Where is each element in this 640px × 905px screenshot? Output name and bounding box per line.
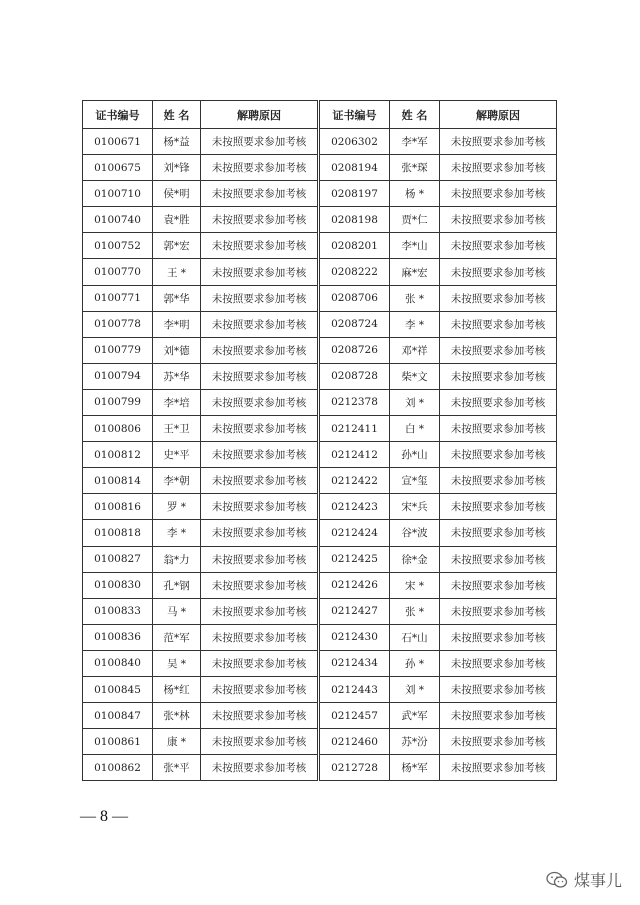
- table-row: [83, 416, 557, 442]
- dismissal-table-container: [82, 100, 556, 781]
- reason-cell: 未按照要求参加考核: [440, 520, 557, 546]
- reason-cell: 未按照要求参加考核: [201, 129, 319, 155]
- reason-cell: 未按照要求参加考核: [201, 729, 319, 755]
- reason-cell: 未按照要求参加考核: [440, 572, 557, 598]
- cert-no-cell: 0208201: [319, 233, 390, 259]
- cert-no-cell: 0212424: [319, 520, 390, 546]
- cert-no-cell: 0212460: [319, 729, 390, 755]
- reason-cell: 未按照要求参加考核: [201, 494, 319, 520]
- name-cell: 张*平: [153, 755, 201, 781]
- watermark-text: 煤事儿: [573, 871, 622, 890]
- table-row: [83, 676, 557, 702]
- table-row: [83, 598, 557, 624]
- name-cell: 孙 *: [390, 650, 440, 676]
- reason-cell: 未按照要求参加考核: [201, 207, 319, 233]
- table-body: [83, 129, 557, 781]
- reason-cell: 未按照要求参加考核: [201, 520, 319, 546]
- reason-cell: 未按照要求参加考核: [440, 129, 557, 155]
- name-cell: 李*军: [390, 129, 440, 155]
- cert-no-cell: 0212427: [319, 598, 390, 624]
- header-name-left: 姓 名: [153, 101, 201, 129]
- name-cell: 侯*明: [153, 181, 201, 207]
- name-cell: 袁*胜: [153, 207, 201, 233]
- cert-no-cell: 0212728: [319, 755, 390, 781]
- cert-no-cell: 0100862: [83, 755, 153, 781]
- cert-no-cell: 0208724: [319, 311, 390, 337]
- table-row: [83, 624, 557, 650]
- cert-no-cell: 0212425: [319, 546, 390, 572]
- reason-cell: 未按照要求参加考核: [440, 729, 557, 755]
- reason-cell: 未按照要求参加考核: [440, 155, 557, 181]
- reason-cell: 未按照要求参加考核: [440, 311, 557, 337]
- cert-no-cell: 0100847: [83, 703, 153, 729]
- reason-cell: 未按照要求参加考核: [201, 755, 319, 781]
- wechat-icon: [546, 871, 568, 889]
- cert-no-cell: 0100836: [83, 624, 153, 650]
- name-cell: 石*山: [390, 624, 440, 650]
- reason-cell: 未按照要求参加考核: [201, 468, 319, 494]
- table-row: [83, 155, 557, 181]
- reason-cell: 未按照要求参加考核: [440, 363, 557, 389]
- header-name-right: 姓 名: [390, 101, 440, 129]
- reason-cell: 未按照要求参加考核: [201, 389, 319, 415]
- cert-no-cell: 0212426: [319, 572, 390, 598]
- cert-no-cell: 0100827: [83, 546, 153, 572]
- reason-cell: 未按照要求参加考核: [440, 389, 557, 415]
- reason-cell: 未按照要求参加考核: [440, 755, 557, 781]
- table-row: [83, 129, 557, 155]
- name-cell: 宋 *: [390, 572, 440, 598]
- name-cell: 贾*仁: [390, 207, 440, 233]
- table-row: [83, 520, 557, 546]
- table-row: [83, 442, 557, 468]
- cert-no-cell: 0208194: [319, 155, 390, 181]
- name-cell: 李 *: [390, 311, 440, 337]
- reason-cell: 未按照要求参加考核: [201, 259, 319, 285]
- reason-cell: 未按照要求参加考核: [201, 572, 319, 598]
- name-cell: 张 *: [390, 598, 440, 624]
- reason-cell: 未按照要求参加考核: [201, 546, 319, 572]
- reason-cell: 未按照要求参加考核: [440, 337, 557, 363]
- cert-no-cell: 0212422: [319, 468, 390, 494]
- reason-cell: 未按照要求参加考核: [201, 598, 319, 624]
- name-cell: 杨*红: [153, 676, 201, 702]
- cert-no-cell: 0100675: [83, 155, 153, 181]
- reason-cell: 未按照要求参加考核: [440, 207, 557, 233]
- cert-no-cell: 0212434: [319, 650, 390, 676]
- table-row: [83, 233, 557, 259]
- cert-no-cell: 0100818: [83, 520, 153, 546]
- reason-cell: 未按照要求参加考核: [201, 285, 319, 311]
- cert-no-cell: 0208706: [319, 285, 390, 311]
- name-cell: 张*琛: [390, 155, 440, 181]
- cert-no-cell: 0206302: [319, 129, 390, 155]
- cert-no-cell: 0100806: [83, 416, 153, 442]
- name-cell: 翁*力: [153, 546, 201, 572]
- reason-cell: 未按照要求参加考核: [201, 703, 319, 729]
- header-reason-left: 解聘原因: [201, 101, 319, 129]
- name-cell: 杨 *: [390, 181, 440, 207]
- name-cell: 张*林: [153, 703, 201, 729]
- table-row: [83, 755, 557, 781]
- table-row: [83, 207, 557, 233]
- cert-no-cell: 0212430: [319, 624, 390, 650]
- cert-no-cell: 0212412: [319, 442, 390, 468]
- name-cell: 杨*军: [390, 755, 440, 781]
- name-cell: 李*明: [153, 311, 201, 337]
- name-cell: 宣*玺: [390, 468, 440, 494]
- reason-cell: 未按照要求参加考核: [440, 285, 557, 311]
- reason-cell: 未按照要求参加考核: [440, 624, 557, 650]
- cert-no-cell: 0100710: [83, 181, 153, 207]
- reason-cell: 未按照要求参加考核: [201, 337, 319, 363]
- reason-cell: 未按照要求参加考核: [201, 676, 319, 702]
- table-row: [83, 729, 557, 755]
- reason-cell: 未按照要求参加考核: [440, 598, 557, 624]
- cert-no-cell: 0100830: [83, 572, 153, 598]
- table-row: [83, 181, 557, 207]
- reason-cell: 未按照要求参加考核: [440, 676, 557, 702]
- name-cell: 白 *: [390, 416, 440, 442]
- name-cell: 郭*华: [153, 285, 201, 311]
- header-reason-right: 解聘原因: [440, 101, 557, 129]
- reason-cell: 未按照要求参加考核: [440, 546, 557, 572]
- name-cell: 张 *: [390, 285, 440, 311]
- reason-cell: 未按照要求参加考核: [201, 363, 319, 389]
- reason-cell: 未按照要求参加考核: [440, 233, 557, 259]
- name-cell: 刘*德: [153, 337, 201, 363]
- table-row: [83, 311, 557, 337]
- reason-cell: 未按照要求参加考核: [201, 624, 319, 650]
- cert-no-cell: 0100812: [83, 442, 153, 468]
- table-header-row: [83, 101, 557, 129]
- cert-no-cell: 0100771: [83, 285, 153, 311]
- name-cell: 武*军: [390, 703, 440, 729]
- name-cell: 柴*文: [390, 363, 440, 389]
- name-cell: 李*山: [390, 233, 440, 259]
- cert-no-cell: 0100845: [83, 676, 153, 702]
- header-cert-no-left: 证书编号: [83, 101, 153, 129]
- reason-cell: 未按照要求参加考核: [201, 155, 319, 181]
- cert-no-cell: 0100814: [83, 468, 153, 494]
- name-cell: 马 *: [153, 598, 201, 624]
- cert-no-cell: 0100740: [83, 207, 153, 233]
- cert-no-cell: 0208198: [319, 207, 390, 233]
- name-cell: 杨*益: [153, 129, 201, 155]
- name-cell: 范*军: [153, 624, 201, 650]
- header-cert-no-right: 证书编号: [319, 101, 390, 129]
- table-row: [83, 703, 557, 729]
- cert-no-cell: 0212423: [319, 494, 390, 520]
- name-cell: 邓*祥: [390, 337, 440, 363]
- name-cell: 李*朝: [153, 468, 201, 494]
- cert-no-cell: 0208728: [319, 363, 390, 389]
- reason-cell: 未按照要求参加考核: [201, 442, 319, 468]
- cert-no-cell: 0208222: [319, 259, 390, 285]
- reason-cell: 未按照要求参加考核: [440, 468, 557, 494]
- page-number: — 8 —: [80, 808, 128, 825]
- watermark: [546, 868, 622, 891]
- cert-no-cell: 0100833: [83, 598, 153, 624]
- name-cell: 李*培: [153, 389, 201, 415]
- cert-no-cell: 0100752: [83, 233, 153, 259]
- table-row: [83, 650, 557, 676]
- cert-no-cell: 0100816: [83, 494, 153, 520]
- reason-cell: 未按照要求参加考核: [440, 181, 557, 207]
- cert-no-cell: 0212443: [319, 676, 390, 702]
- name-cell: 吴 *: [153, 650, 201, 676]
- name-cell: 王 *: [153, 259, 201, 285]
- reason-cell: 未按照要求参加考核: [201, 311, 319, 337]
- cert-no-cell: 0212378: [319, 389, 390, 415]
- reason-cell: 未按照要求参加考核: [201, 416, 319, 442]
- name-cell: 徐*金: [390, 546, 440, 572]
- reason-cell: 未按照要求参加考核: [440, 650, 557, 676]
- name-cell: 麻*宏: [390, 259, 440, 285]
- cert-no-cell: 0212411: [319, 416, 390, 442]
- reason-cell: 未按照要求参加考核: [440, 703, 557, 729]
- name-cell: 刘 *: [390, 389, 440, 415]
- reason-cell: 未按照要求参加考核: [201, 233, 319, 259]
- name-cell: 苏*汾: [390, 729, 440, 755]
- name-cell: 罗 *: [153, 494, 201, 520]
- cert-no-cell: 0100671: [83, 129, 153, 155]
- cert-no-cell: 0100794: [83, 363, 153, 389]
- reason-cell: 未按照要求参加考核: [440, 416, 557, 442]
- name-cell: 李 *: [153, 520, 201, 546]
- table-row: [83, 572, 557, 598]
- table-row: [83, 259, 557, 285]
- reason-cell: 未按照要求参加考核: [440, 494, 557, 520]
- name-cell: 宋*兵: [390, 494, 440, 520]
- name-cell: 康 *: [153, 729, 201, 755]
- cert-no-cell: 0208197: [319, 181, 390, 207]
- name-cell: 王*卫: [153, 416, 201, 442]
- reason-cell: 未按照要求参加考核: [201, 181, 319, 207]
- dismissal-table: [82, 100, 557, 781]
- table-row: [83, 389, 557, 415]
- table-row: [83, 363, 557, 389]
- name-cell: 刘*锋: [153, 155, 201, 181]
- reason-cell: 未按照要求参加考核: [440, 442, 557, 468]
- cert-no-cell: 0100778: [83, 311, 153, 337]
- name-cell: 孙*山: [390, 442, 440, 468]
- table-row: [83, 337, 557, 363]
- cert-no-cell: 0100779: [83, 337, 153, 363]
- table-row: [83, 285, 557, 311]
- name-cell: 刘 *: [390, 676, 440, 702]
- name-cell: 谷*波: [390, 520, 440, 546]
- cert-no-cell: 0100840: [83, 650, 153, 676]
- cert-no-cell: 0100770: [83, 259, 153, 285]
- name-cell: 苏*华: [153, 363, 201, 389]
- cert-no-cell: 0100861: [83, 729, 153, 755]
- reason-cell: 未按照要求参加考核: [201, 650, 319, 676]
- cert-no-cell: 0208726: [319, 337, 390, 363]
- cert-no-cell: 0212457: [319, 703, 390, 729]
- table-row: [83, 546, 557, 572]
- table-row: [83, 494, 557, 520]
- name-cell: 史*平: [153, 442, 201, 468]
- cert-no-cell: 0100799: [83, 389, 153, 415]
- reason-cell: 未按照要求参加考核: [440, 259, 557, 285]
- name-cell: 郭*宏: [153, 233, 201, 259]
- table-row: [83, 468, 557, 494]
- name-cell: 孔*钢: [153, 572, 201, 598]
